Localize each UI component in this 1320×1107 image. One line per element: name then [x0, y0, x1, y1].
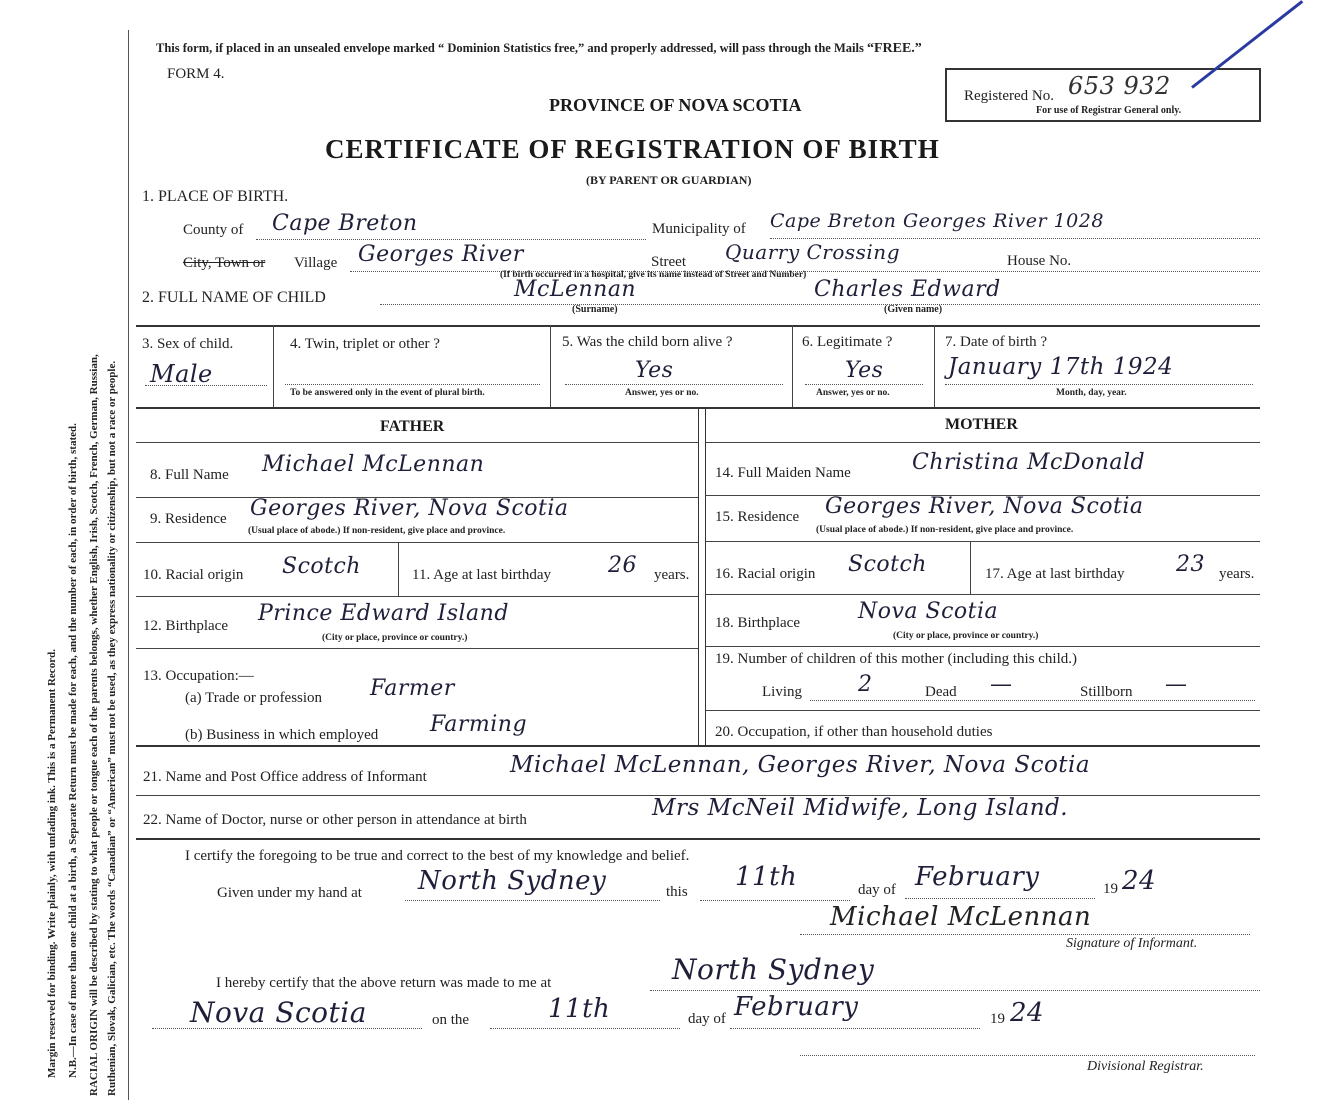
county-rule [256, 239, 646, 240]
county-value: Cape Breton [272, 211, 418, 236]
mother-residence-label: 15. Residence [715, 509, 800, 525]
registrar-day-rule [490, 1028, 680, 1029]
registered-number: 653 932 [1068, 72, 1171, 100]
stillborn-label: Stillborn [1080, 684, 1133, 700]
registrar-year-prefix: 19 [990, 1011, 1005, 1027]
twin-note: To be answered only in the event of plural birth. [290, 388, 485, 398]
doctor-label: 22. Name of Doctor, nurse or other person in attendance at birth [143, 812, 527, 828]
certify-statement: I certify the foregoing to be true and correct to the best of my knowledge and belief. [185, 848, 690, 864]
mother-race-rule [705, 594, 1260, 595]
registered-label: Registered No. [964, 88, 1054, 104]
mail-notice [156, 41, 922, 57]
margin-note-2: N.B.—In case of more than one child at a birth, a Separate Return must be made for each, and the number of each, in order of birth, stated. [67, 423, 79, 1078]
village-label: Village [294, 255, 338, 271]
child-name-rule [380, 304, 1260, 305]
mail-notice-text: This form, if placed in an unsealed envelope marked “ Dominion Statistics free,” and properly addressed, will pass through the Mails [156, 41, 867, 55]
surname-caption: (Surname) [572, 304, 618, 315]
mother-birthplace-label: 18. Birthplace [715, 615, 800, 631]
mother-name-value: Christina McDonald [912, 450, 1146, 475]
mother-birthplace-value: Nova Scotia [858, 599, 999, 624]
mother-children-rule [705, 710, 1260, 711]
row3-div-2 [550, 325, 551, 407]
father-years: years. [654, 567, 690, 583]
row3-div-3 [792, 325, 793, 407]
legit-label: 6. Legitimate ? [802, 334, 893, 350]
municipality-rule [770, 238, 1260, 239]
margin-note-4: Ruthenian, Slovak, Galician, etc. The words “Canadian” or “American” must not be used, as they express nationality or citizenship, but not a race or people. [106, 360, 118, 1096]
mother-children-label: 19. Number of children of this mother (including this child.) [715, 651, 1078, 667]
street-label: Street [651, 254, 686, 270]
sex-value: Male [150, 360, 213, 388]
place-heading: 1. PLACE OF BIRTH. [142, 188, 289, 205]
alive-rule [565, 384, 783, 385]
father-name-label: 8. Full Name [150, 467, 229, 483]
mail-notice-free: “FREE.” [866, 41, 922, 56]
legit-rule [805, 384, 923, 385]
alive-note: Answer, yes or no. [625, 388, 699, 398]
mother-race-div [970, 541, 971, 594]
given-label: Given under my hand at [217, 885, 362, 901]
informant-signature: Michael McLennan [830, 902, 1092, 932]
mother-age-label: 17. Age at last birthday [985, 566, 1125, 582]
mother-race-value: Scotch [848, 552, 927, 577]
child-name-label: 2. FULL NAME OF CHILD [142, 289, 326, 306]
alive-label: 5. Was the child born alive ? [562, 334, 733, 350]
registrar-year: 24 [1010, 998, 1045, 1028]
mother-occupation-label: 20. Occupation, if other than household duties [715, 724, 993, 740]
registrar-signature-rule [800, 1055, 1255, 1056]
municipality-value: Cape Breton Georges River 1028 [770, 210, 1104, 232]
living-value: 2 [858, 672, 873, 697]
certify-day-rule [700, 900, 850, 901]
hospital-note: (If birth occurred in a hospital, give its name instead of Street and Number) [500, 270, 807, 280]
father-residence-value: Georges River, Nova Scotia [250, 496, 569, 521]
village-value: Georges River [358, 242, 524, 267]
registrar-statement: I hereby certify that the above return was made to me at [216, 975, 552, 991]
father-residence-label: 9. Residence [150, 511, 227, 527]
village-label-struck: City, Town or [183, 255, 266, 271]
father-trade-label: (a) Trade or profession [185, 690, 323, 706]
page-title: CERTIFICATE OF REGISTRATION OF BIRTH [325, 134, 940, 164]
municipality-label: Municipality of [652, 221, 746, 237]
certify-day: 11th [735, 862, 798, 892]
father-occupation-label: 13. Occupation:— [143, 668, 254, 684]
sex-label: 3. Sex of child. [142, 336, 234, 352]
registrar-place-2: Nova Scotia [190, 996, 367, 1029]
mother-abode-note: (Usual place of abode.) If non-resident, give place and province. [816, 525, 1074, 535]
father-trade-value: Farmer [370, 676, 455, 701]
father-name-value: Michael McLennan [262, 452, 485, 477]
registrar-note: For use of Registrar General only. [1036, 105, 1182, 116]
dead-label: Dead [925, 684, 957, 700]
certify-year-prefix: 19 [1103, 881, 1118, 897]
doctor-rule [136, 838, 1260, 840]
mother-years: years. [1219, 566, 1255, 582]
child-surname: McLennan [514, 277, 637, 302]
father-race-rule [136, 596, 698, 597]
mother-birthplace-rule [705, 646, 1260, 647]
street-value: Quarry Crossing [725, 240, 900, 264]
province-heading: PROVINCE OF NOVA SCOTIA [549, 95, 802, 115]
mother-residence-value: Georges River, Nova Scotia [825, 494, 1144, 519]
legit-note: Answer, yes or no. [816, 388, 890, 398]
row3-div-4 [934, 325, 935, 407]
twin-rule [285, 384, 540, 385]
county-label: County of [183, 222, 244, 238]
father-race-div [398, 542, 399, 596]
given-place: North Sydney [418, 866, 607, 896]
registrar-caption: Divisional Registrar. [1087, 1059, 1204, 1074]
parents-bottom-rule [136, 745, 1260, 747]
form-number: FORM 4. [167, 66, 225, 82]
certify-month: February [915, 862, 1040, 892]
father-residence-rule [136, 542, 698, 543]
legit-value: Yes [845, 358, 884, 383]
mother-heading-rule [705, 442, 1260, 443]
alive-value: Yes [635, 358, 674, 383]
mother-residence-rule [705, 541, 1260, 542]
given-place-rule [405, 900, 660, 901]
mother-name-label: 14. Full Maiden Name [715, 465, 851, 481]
father-birthplace-note: (City or place, province or country.) [322, 633, 468, 643]
mother-birthplace-note: (City or place, province or country.) [893, 631, 1039, 641]
father-business-value: Farming [430, 712, 528, 737]
certify-month-rule [905, 898, 1095, 899]
row3-div-1 [273, 325, 274, 407]
father-business-label: (b) Business in which employed [185, 727, 379, 743]
certify-year: 24 [1122, 866, 1157, 896]
registrar-place: North Sydney [672, 953, 875, 986]
registrar-day-of: day of [688, 1011, 726, 1027]
registrar-place-rule [650, 990, 1260, 991]
sex-rule [145, 385, 267, 386]
father-age-label: 11. Age at last birthday [412, 567, 551, 583]
margin-note-3: RACIAL ORIGIN will be described by stating to what people or tongue each of the parents belongs, whether English, Irish, Scotch, French, German, Russian, [88, 354, 100, 1096]
father-birthplace-label: 12. Birthplace [143, 618, 228, 634]
father-race-label: 10. Racial origin [143, 567, 244, 583]
registrar-month-rule [730, 1028, 980, 1029]
registrar-day: 11th [548, 994, 611, 1024]
father-heading-rule [136, 442, 698, 443]
father-abode-note: (Usual place of abode.) If non-resident, give place and province. [248, 526, 506, 536]
child-given-name: Charles Edward [814, 277, 1001, 302]
dead-value: — [990, 672, 1013, 697]
father-birthplace-value: Prince Edward Island [258, 601, 509, 626]
informant-value: Michael McLennan, Georges River, Nova Scotia [510, 752, 1091, 778]
signature-rule [800, 934, 1250, 935]
children-rule [810, 700, 1255, 701]
signature-caption: Signature of Informant. [1066, 936, 1198, 951]
mother-heading: MOTHER [945, 416, 1018, 433]
father-heading: FATHER [380, 418, 445, 435]
row3-top-rule [136, 325, 1260, 327]
registrar-on-the: on the [432, 1012, 470, 1028]
dob-note: Month, day, year. [1056, 388, 1127, 398]
dob-value: January 17th 1924 [948, 354, 1174, 380]
father-birthplace-rule [136, 648, 698, 649]
father-age-value: 26 [608, 553, 637, 578]
twin-label: 4. Twin, triplet or other ? [290, 336, 440, 352]
given-caption: (Given name) [884, 304, 943, 315]
father-race-value: Scotch [282, 554, 361, 579]
house-label: House No. [1007, 253, 1072, 269]
margin-rule [128, 30, 129, 1100]
parent-divider-b [705, 407, 706, 745]
informant-label: 21. Name and Post Office address of Informant [143, 769, 427, 785]
dob-rule [945, 384, 1253, 385]
registrar-place2-rule [152, 1028, 422, 1029]
certify-day-of: day of [858, 882, 896, 898]
parent-divider-a [698, 407, 699, 745]
stillborn-value: — [1165, 672, 1188, 697]
doctor-value: Mrs McNeil Midwife, Long Island. [652, 795, 1069, 821]
mother-age-value: 23 [1176, 552, 1205, 577]
page-subtitle: (BY PARENT OR GUARDIAN) [586, 173, 752, 187]
registrar-month: February [734, 992, 859, 1022]
margin-note-1: Margin reserved for binding. Write plainly, with unfading ink. This is a Permanent Record. [46, 649, 58, 1078]
dob-label: 7. Date of birth ? [945, 334, 1048, 350]
living-label: Living [762, 684, 802, 700]
mother-race-label: 16. Racial origin [715, 566, 816, 582]
this-label: this [666, 884, 688, 900]
